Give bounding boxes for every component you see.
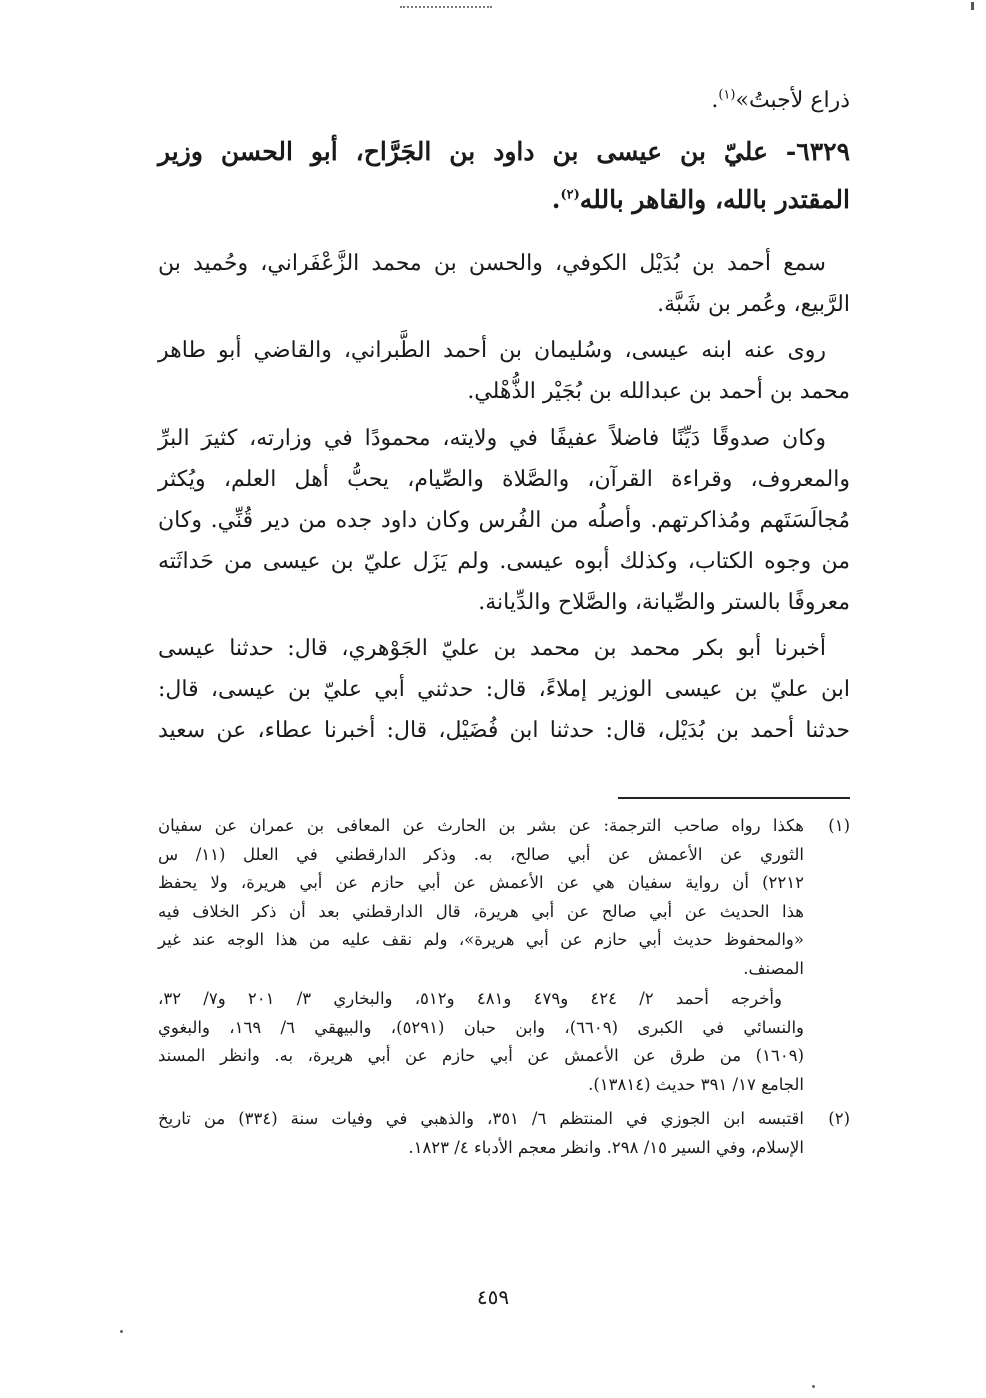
scan-speck	[120, 1330, 123, 1333]
footnote-line: والنسائي في الكبرى (٦٦٠٩)، وابن حبان (٥٢٩١)، والبيهقي ٦/ ١٦٩، والبغوي	[158, 1017, 804, 1037]
continuation-end: .	[711, 88, 719, 113]
heading-line-1: ٦٣٢٩- عليّ بن عيسى بن داود بن الجَرَّاح، أبو الحسن وزير	[158, 137, 850, 166]
scan-corner-mark	[971, 2, 974, 10]
entry-heading	[158, 128, 850, 224]
footnote-ref-2[interactable]: (٢)	[560, 187, 580, 203]
text-line: أخبرنا أبو بكر محمد بن محمد بن عليّ الجَوْهري، قال: حدثنا عيسى	[158, 636, 826, 661]
paragraph-isnad	[158, 628, 850, 751]
footnote-line: اقتبسه ابن الجوزي في المنتظم ٦/ ٣٥١، والذهبي في وفيات سنة (٣٣٤) من تاريخ	[158, 1109, 804, 1128]
footnote-paragraph	[158, 1105, 804, 1162]
footnote-line: هذا الحديث عن أبي صالح عن أبي هريرة، قال الدارقطني بعد أن ذكر الخلاف فيه	[158, 901, 804, 921]
text-line: مُجالَسَتَهم ومُذاكرتهم. وأصلُه من الفُرس وكان داود جده من دير قُنِّي. وكان	[158, 508, 850, 533]
footnote-line: الثوري عن الأعمش عن أبي صالح، به. وذكر الدارقطني في العلل (١١/ س	[158, 844, 804, 864]
text-line: حدثنا أحمد بن بُدَيْل، قال: حدثنا ابن فُضَيْل، قال: أخبرنا عطاء، عن سعيد	[158, 718, 850, 743]
heading-line-2: المقتدر بالله، والقاهر بالله	[579, 185, 850, 214]
footnote-line: «والمحفوظ حديث أبي حازم عن أبي هريرة»، ولم نقف عليه من هذا الوجه عند غير	[158, 930, 804, 949]
text-line: محمد بن أحمد بن عبدالله بن بُجَيْر الذُّهْلي.	[467, 379, 850, 404]
footnote-divider	[618, 797, 850, 799]
footnote-line: هكذا رواه صاحب الترجمة: عن بشر بن الحارث عن المعافى بن عمران عن سفيان	[158, 816, 804, 835]
text-line: من وجوه الكتاب، وكذلك أبوه عيسى. ولم يَزَل عليّ بن عيسى من حَداثَته	[158, 549, 850, 574]
footnote-1	[158, 812, 850, 1099]
footnote-ref-1[interactable]: (١)	[718, 87, 736, 103]
scan-speck	[812, 1385, 815, 1388]
footnote-line: المصنف.	[743, 958, 804, 978]
paragraph-students	[158, 330, 850, 412]
paragraph-description	[158, 418, 850, 623]
text-line: والمعروف، وقراءة القرآن، والصَّلاة والصِّيام، يحبُّ أهل العلم، ويُكثر	[158, 467, 850, 492]
paragraph-teachers	[158, 243, 850, 325]
footnote-paragraph	[158, 812, 804, 983]
heading-line-2-end: .	[551, 185, 561, 214]
text-line: الرَّبيع، وعُمر بن شَبَّة.	[657, 292, 850, 317]
footnote-line: (١٦٠٩) من طرق عن الأعمش عن أبي حازم عن أبي هريرة، به. وانظر المسند	[158, 1046, 804, 1065]
scan-top-mark	[400, 6, 492, 8]
continuation-text: ذراع لأجبتُ»	[735, 88, 850, 113]
text-line: ابن عليّ بن عيسى الوزير إملاءً، قال: حدثني أبي عليّ بن عيسى، قال:	[158, 677, 850, 702]
footnote-line: ٢٢١٢) أن رواية سفيان هي عن الأعمش عن أبي حازم عن أبي هريرة، ولا يحفظ	[158, 873, 804, 892]
continuation-line	[158, 80, 850, 121]
footnote-line: الإسلام، وفي السير ١٥/ ٢٩٨. وانظر معجم الأدباء ٤/ ١٨٢٣.	[408, 1137, 804, 1157]
footnote-number: (٢)	[828, 1109, 850, 1128]
footnote-2	[158, 1105, 850, 1162]
footnotes-section	[158, 812, 850, 1168]
footnote-number: (١)	[828, 816, 850, 835]
text-line: معروفًا بالستر والصِّيانة، والصَّلاح والدِّيانة.	[478, 590, 850, 615]
footnote-line: الجامع ١٧/ ٣٩١ حديث (١٣٨١٤).	[588, 1074, 804, 1094]
text-line: سمع أحمد بن بُدَيْل الكوفي، والحسن بن محمد الزَّعْفَراني، وحُميد بن	[158, 251, 826, 276]
footnote-line: وأخرجه أحمد ٢/ ٤٢٤ و٤٧٩ و٤٨١ و٥١٢، والبخاري ٣/ ٢٠١ و٧/ ٣٢،	[158, 989, 782, 1008]
footnote-paragraph	[158, 985, 804, 1099]
text-line: روى عنه ابنه عيسى، وسُليمان بن أحمد الطَّبراني، والقاضي أبو طاهر	[158, 338, 826, 363]
text-line: وكان صدوقًا دَيِّنًا فاضلاً عفيفًا في ولايته، محمودًا في وزارته، كثيرَ البرِّ	[158, 426, 827, 451]
page-number: ٤٥٩	[476, 1285, 510, 1309]
